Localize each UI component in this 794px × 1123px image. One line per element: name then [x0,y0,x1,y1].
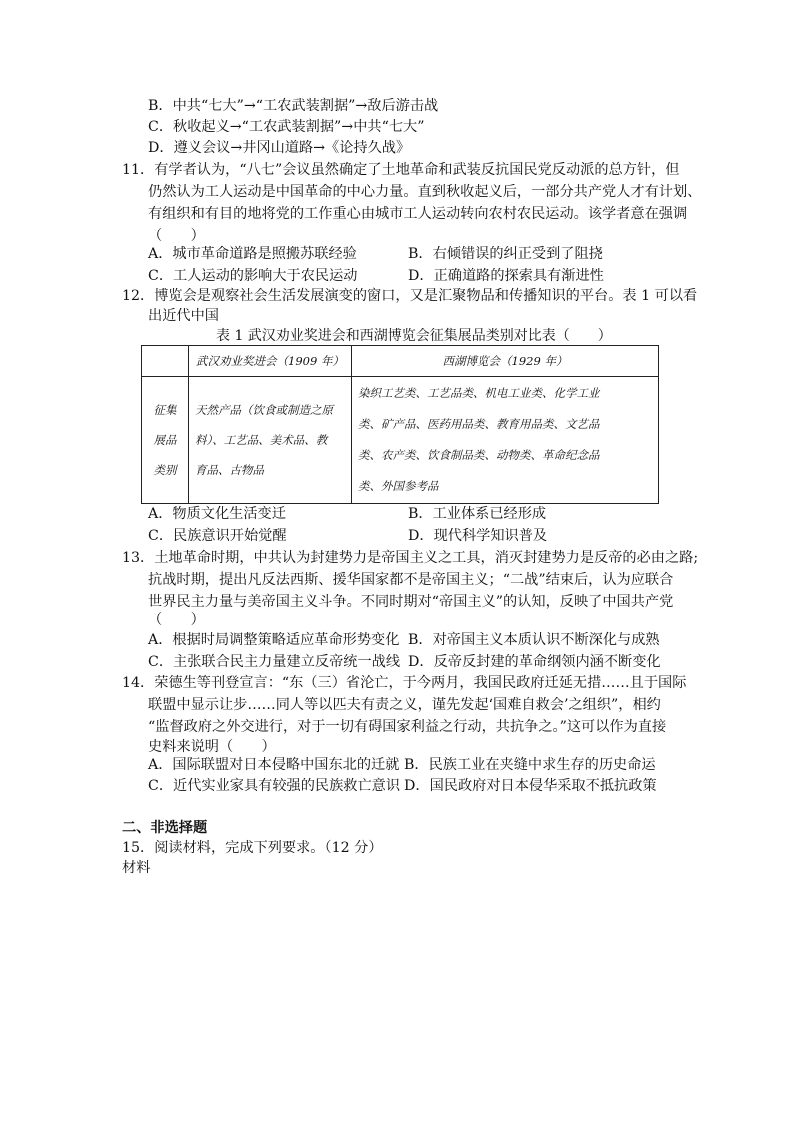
q12-option-a: A．物质文化生活变迁 [148,506,286,522]
q14-option-b: B．民族工业在夹缝中求生存的历史命运 [404,757,656,773]
q15-stem: 15．阅读材料，完成下列要求。（12 分） [122,840,383,856]
table-caption: 表 1 武汉劝业奖进会和西湖博览会征集展品类别对比表（ ） [216,328,612,344]
q13-options-row-2 [0,652,794,672]
material-label: 材料 [122,860,151,876]
cell-line: 类、外国参考品 [358,479,439,493]
prev-option-d: D．遵义会议→井冈山道路→《论持久战》 [148,140,411,156]
q13-option-b: B．对帝国主义本质认识不断深化与成熟 [408,632,660,648]
prev-option-c: C．秋收起义→“工农武装割据”→中共“七大” [148,119,425,135]
prev-option-b: B．中共“七大”→“工农武装割据”→敌后游击战 [148,98,439,114]
q11-stem-line-2: 仍然认为工人运动是中国革命的中心力量。直到秋收起义后，一部分共产党人才有计划、 [148,184,702,200]
table-header-wuhan: 武汉劝业奖进会（1909 年） [189,346,352,377]
row-label-line: 类别 [153,463,177,477]
q11-stem-line-4: （ ） [148,228,205,244]
q11-option-b: B．右倾错误的纠正受到了阻挠 [408,246,603,262]
q13-option-d: D．反帝反封建的革命纲领内涵不断变化 [408,654,661,670]
q11-stem-line-3: 有组织和有目的地将党的工作重心由城市工人运动转向农村农民运动。该学者意在强调 [148,206,688,222]
q13-stem-line-2: 抗战时期，提出凡反法西斯、援华国家都不是帝国主义；“二战”结束后，认为应联合 [148,572,674,588]
q12-stem-line-1: 12．博览会是观察社会生活发展演变的窗口，又是汇聚物品和传播知识的平台。表 1 可以看 [122,288,698,304]
q14-options-row-2 [0,776,794,796]
q14-stem-line-4: 史料来说明（ ） [148,739,276,755]
q14-option-a: A．国际联盟对日本侵略中国东北的迁就 [148,757,400,773]
q11-option-c: C．工人运动的影响大于农民运动 [148,268,358,284]
q12-option-c: C．民族意识开始觉醒 [148,528,287,544]
cell-line: 天然产品（饮食或制造之原 [195,403,333,417]
q14-options-row-1 [0,755,794,775]
q11-options-row-1 [0,244,794,264]
q11-stem-line-1: 11．有学者认为，“八七”会议虽然确定了土地革命和武装反抗国民党反动派的总方针，但 [122,162,680,178]
table-row [142,377,659,504]
q14-option-c: C．近代实业家具有较强的民族救亡意识 [148,778,401,794]
table-header-row [142,346,659,377]
table-cell-xihu [352,377,659,504]
q11-options-row-2 [0,266,794,286]
q14-stem-line-2: 联盟中显示让步……同人等以匹夫有责之义，谨先发起‘国难自救会’之组织”，相约 [148,697,661,713]
table-corner-cell [142,346,189,377]
table-header-xihu: 西湖博览会（1929 年） [352,346,659,377]
q13-stem-line-3: 世界民主力量与美帝国主义斗争。不同时期对“帝国主义”的认知，反映了中国共产党 [148,594,674,610]
q13-option-a: A．根据时局调整策略适应革命形势变化 [148,632,400,648]
cell-line: 类、矿产品、医药用品类、教育用品类、文艺品 [358,417,600,431]
comparison-table [141,345,659,504]
q14-option-d: D．国民政府对日本侵华采取不抵抗政策 [404,778,657,794]
q13-options-row-1 [0,630,794,650]
cell-line: 染织工艺类、工艺品类、机电工业类、化学工业 [358,386,600,400]
row-label-line: 展品 [153,433,177,447]
cell-line: 育品、古物品 [195,463,264,477]
q11-option-a: A．城市革命道路是照搬苏联经验 [148,246,357,262]
q13-stem-line-1: 13．土地革命时期，中共认为封建势力是帝国主义之工具，消灭封建势力是反帝的必由之路; [122,550,699,566]
q12-stem-line-2: 出近代中国 [148,308,219,324]
cell-line: 料）、工艺品、美术品、教 [195,433,328,447]
table-row-label [142,377,189,504]
q12-option-b: B．工业体系已经形成 [408,506,547,522]
q11-option-d: D．正确道路的探索具有渐进性 [408,268,604,284]
section-heading: 二、非选择题 [122,820,208,836]
q12-options-row-2 [0,526,794,546]
q13-option-c: C．主张联合民主力量建立反帝统一战线 [148,654,401,670]
row-label-line: 征集 [153,403,177,417]
q14-stem-line-1: 14．荣德生等刊登宣言：“东（三）省沦亡，于今两月，我国民政府迁延无措……且于国际 [122,675,687,691]
q12-option-d: D．现代科学知识普及 [408,528,548,544]
table-cell-wuhan [189,377,352,504]
q13-stem-line-4: （ ） [148,612,205,628]
q14-stem-line-3: “监督政府之外交进行，对于一切有碍国家利益之行动，共抗争之。”这可以作为直接 [148,719,667,735]
cell-line: 类、农产类、饮食制品类、动物类、革命纪念品 [358,448,600,462]
q12-options-row-1 [0,504,794,524]
